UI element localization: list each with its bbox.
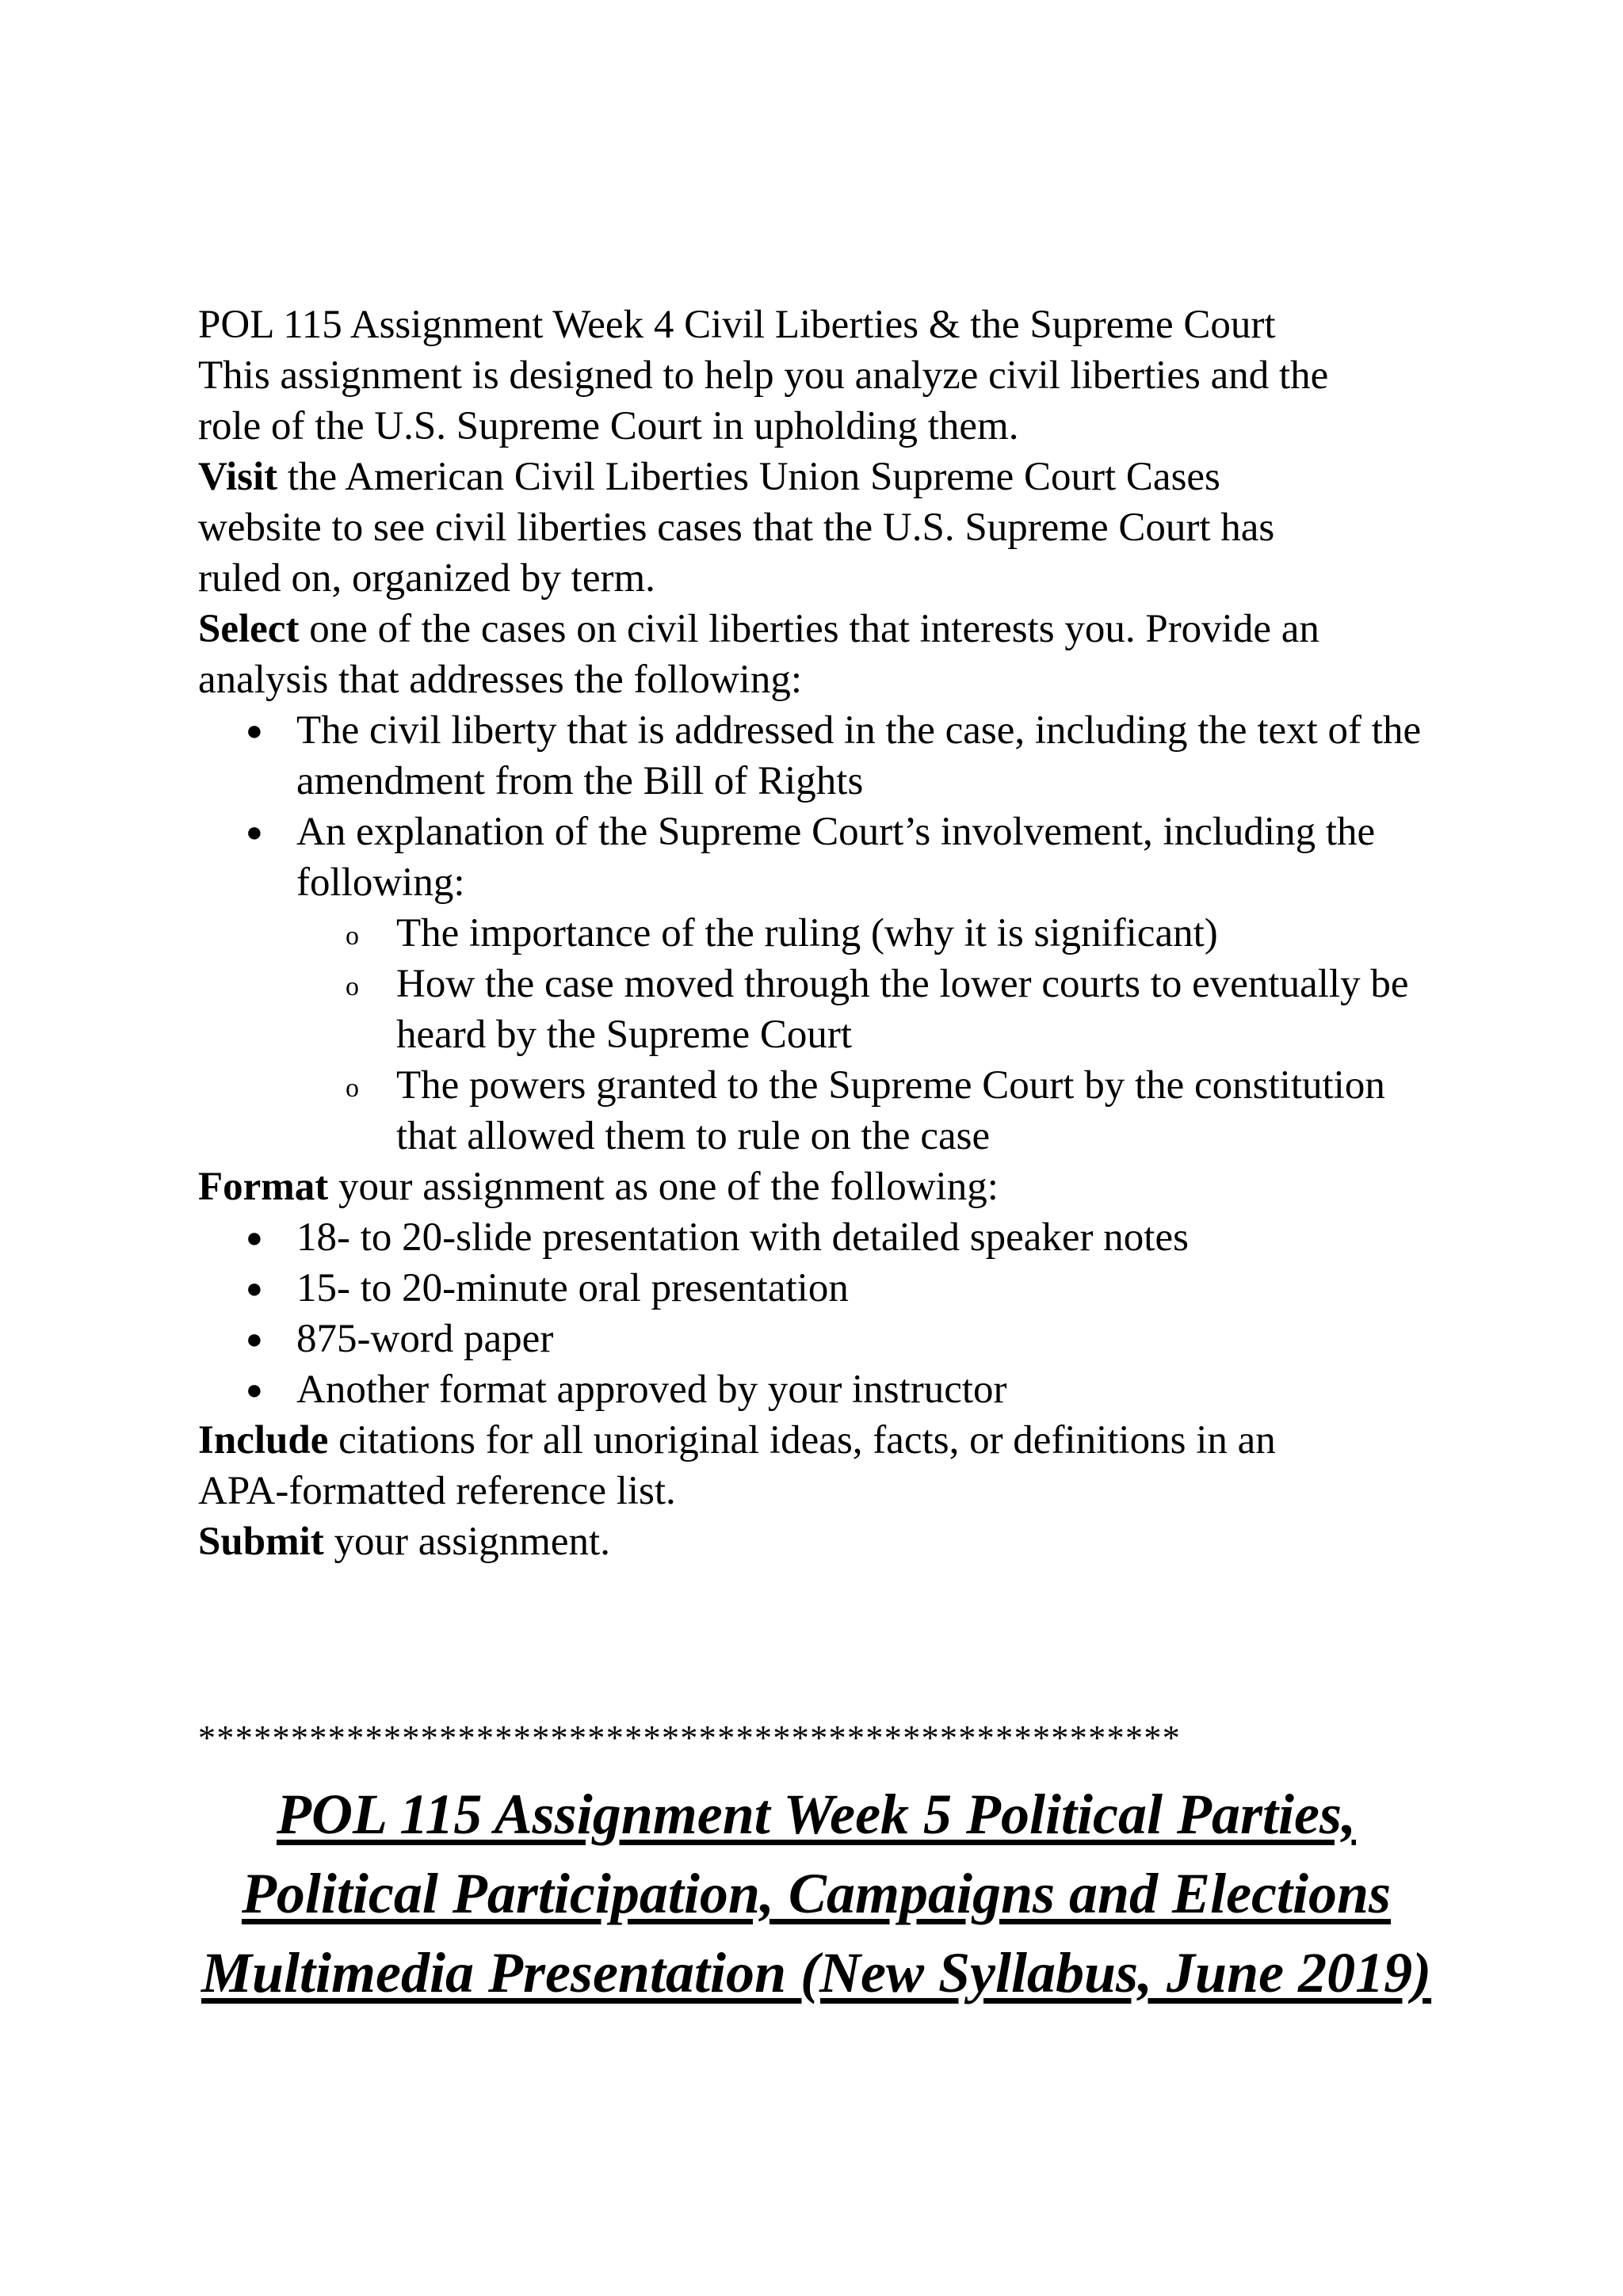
- include-text: citations for all unoriginal ideas, facts, or definitions in an: [328, 1418, 1276, 1463]
- assignment-title: POL 115 Assignment Week 4 Civil Liberties & the Supreme Court: [198, 303, 1276, 347]
- select-text: analysis that addresses the following:: [198, 658, 803, 702]
- list-item: [198, 1364, 1434, 1415]
- sub-point-list: [198, 908, 1434, 1161]
- format-options-list: [198, 1212, 1434, 1415]
- bullet-icon: ●: [246, 1323, 263, 1355]
- format-option: 18- to 20-slide presentation with detailed speaker notes: [296, 1215, 1189, 1260]
- list-item: [198, 1314, 1434, 1364]
- submit-instruction: [198, 1516, 1434, 1567]
- select-text: one of the cases on civil liberties that interests you. Provide an: [299, 607, 1319, 651]
- bullet-icon: ●: [246, 1272, 263, 1304]
- list-item: [198, 705, 1434, 807]
- separator: *****************************************************: [198, 1718, 1182, 1757]
- visit-instruction: [198, 452, 1434, 502]
- sub-point: The powers granted to the Supreme Court by the constitution that allowed them to rule on the case: [396, 1063, 1385, 1158]
- submit-label: Submit: [198, 1520, 324, 1564]
- include-label: Include: [198, 1418, 329, 1463]
- visit-text: ruled on, organized by term.: [198, 556, 655, 601]
- visit-label: Visit: [198, 455, 278, 499]
- select-instruction: [198, 604, 1434, 654]
- analysis-point: The civil liberty that is addressed in the case, including the text of the amendment from the Bill of Rights: [296, 708, 1422, 803]
- select-label: Select: [198, 607, 300, 651]
- visit-text: website to see civil liberties cases that the U.S. Supreme Court has: [198, 505, 1275, 550]
- bullet-icon: ●: [246, 715, 263, 746]
- bullet-icon: ●: [246, 816, 263, 848]
- sub-point: The importance of the ruling (why it is significant): [396, 911, 1218, 955]
- analysis-list: [198, 705, 1434, 908]
- analysis-point: An explanation of the Supreme Court’s involvement, including the following:: [296, 810, 1376, 905]
- format-text: your assignment as one of the following:: [328, 1165, 999, 1209]
- format-instruction: [198, 1161, 1434, 1212]
- circle-bullet-icon: o: [346, 921, 359, 951]
- sub-point: How the case moved through the lower courts to eventually be heard by the Supreme Court: [396, 962, 1409, 1057]
- list-item: [198, 807, 1434, 908]
- next-assignment-heading: POL 115 Assignment Week 5 Political Parties, Political Participation, Campaigns and Elections Multimedia Presentation (New Syllabus, June 2019): [200, 1783, 1432, 2004]
- bullet-icon: ●: [246, 1222, 263, 1253]
- format-option: Another format approved by your instructor: [296, 1367, 1007, 1412]
- intro-text: This assignment is designed to help you analyze civil liberties and the: [198, 353, 1329, 398]
- circle-bullet-icon: o: [346, 972, 359, 1001]
- include-text: APA-formatted reference list.: [198, 1469, 676, 1513]
- format-option: 15- to 20-minute oral presentation: [296, 1266, 849, 1310]
- intro-text: role of the U.S. Supreme Court in upholding them.: [198, 404, 1019, 448]
- list-item: [198, 1263, 1434, 1314]
- list-item: [198, 1212, 1434, 1263]
- list-item: [198, 908, 1434, 959]
- bullet-icon: ●: [246, 1374, 263, 1405]
- format-label: Format: [198, 1165, 329, 1209]
- assignment-body: [198, 299, 1434, 1567]
- list-item: [198, 1060, 1434, 1161]
- include-instruction: [198, 1415, 1434, 1466]
- circle-bullet-icon: o: [346, 1074, 359, 1103]
- submit-text: your assignment.: [323, 1520, 610, 1564]
- format-option: 875-word paper: [296, 1317, 554, 1361]
- visit-text: the American Civil Liberties Union Supreme Court Cases: [277, 455, 1220, 499]
- list-item: [198, 959, 1434, 1060]
